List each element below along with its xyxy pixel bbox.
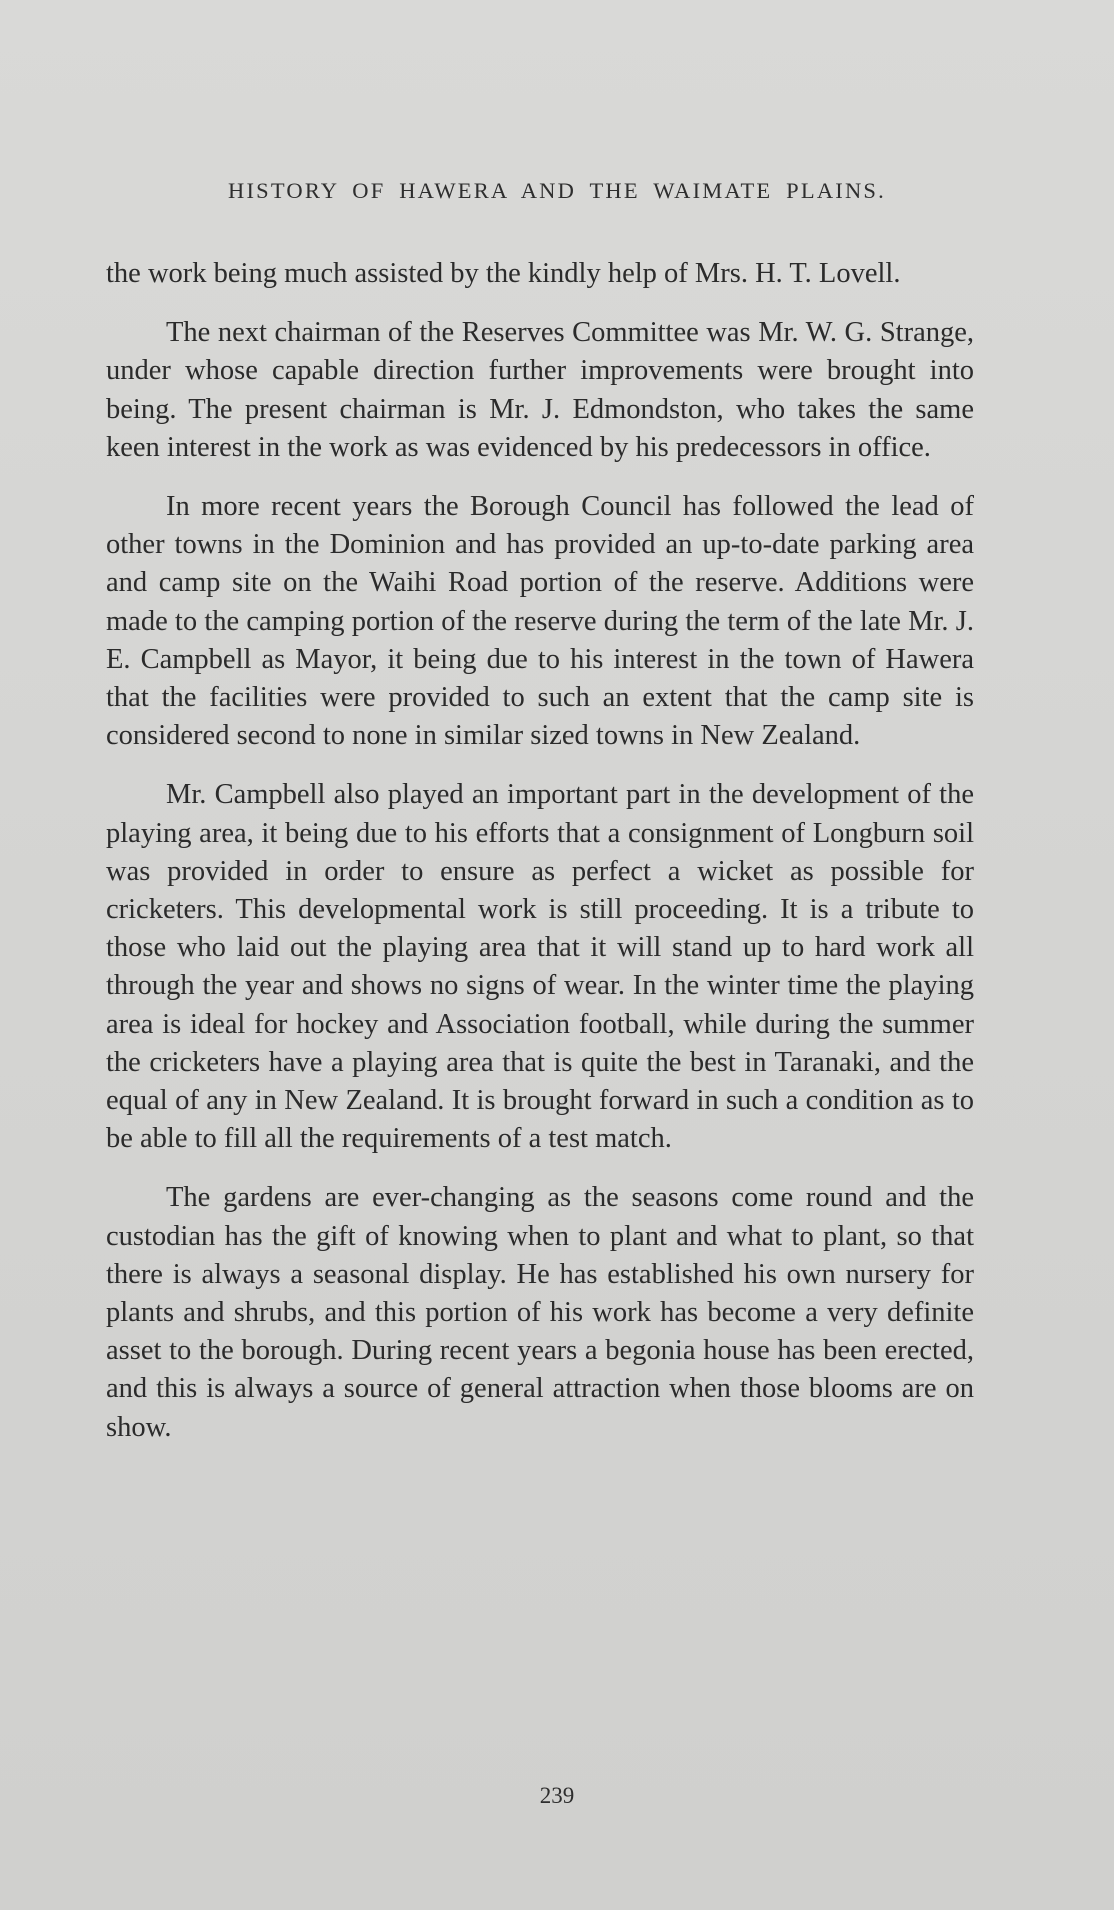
paragraph-gardens: The gardens are ever-changing as the seasons come round and the custodian has the gift of knowing when to plant and what to plant, so that there is always a seasonal display. He has established his own nursery for plants and shrubs, and this portion of his work has become a very definite asset to the borough. During recent years a begonia house has been erected, and this is always a source of general attraction when those blooms are on show. — [106, 1182, 974, 1443]
page-number: 239 — [539, 1783, 575, 1808]
paragraph-reserves-committee: The next chairman of the Reserves Committee was Mr. W. G. Strange, under whose capable direction further improvements were brought into being. The present chairman is Mr. J. Edmondston, who takes the same keen interest in the work as was evidenced by his predecessors in office. — [106, 317, 974, 463]
body-text — [106, 255, 974, 1447]
paragraph-continuation: the work being much assisted by the kindly help of Mrs. H. T. Lovell. — [106, 258, 901, 289]
running-header: HISTORY OF HAWERA AND THE WAIMATE PLAINS. — [228, 178, 886, 203]
paragraph-playing-area: Mr. Campbell also played an important part in the development of the playing area, it being due to his efforts that a consignment of Longburn soil was provided in order to ensure as perfect a wicket as possible for cricketers. This developmental work is still proceeding. It is a tribute to those who laid out the playing area that it will stand up to hard work all through the year and shows no signs of wear. In the winter time the playing area is ideal for hockey and Association football, while during the summer the cricketers have a playing area that is quite the best in Taranaki, and the equal of any in New Zealand. It is brought forward in such a condition as to be able to fill all the requirements of a test match. — [106, 779, 974, 1155]
paragraph-camp-site: In more recent years the Borough Council has followed the lead of other towns in the Dominion and has provided an up-to-date parking area and camp site on the Waihi Road portion of the reserve. Additions were made to the camping portion of the reserve during the term of the late Mr. J. E. Campbell as Mayor, it being due to his interest in the town of Hawera that the facilities were provided to such an extent that the camp site is considered second to none in similar sized towns in New Zealand. — [106, 491, 974, 752]
